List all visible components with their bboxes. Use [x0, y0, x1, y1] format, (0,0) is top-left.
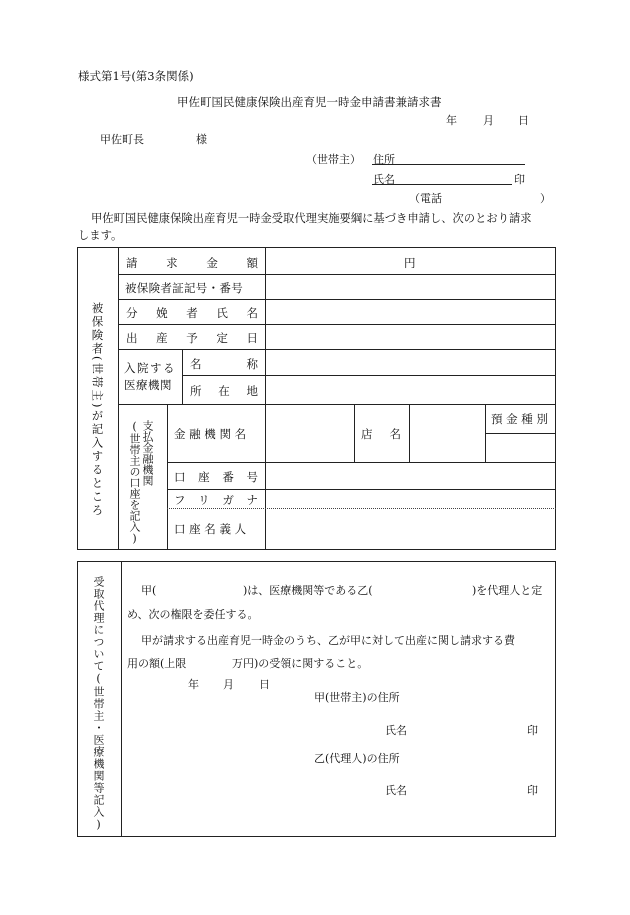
due-date-label: 出 産 予 定 日: [126, 331, 258, 345]
account-holder-field[interactable]: [266, 509, 555, 549]
party-a-name-blank[interactable]: [160, 580, 240, 596]
agency-para2-line1: 甲が請求する出産育児一時金のうち、乙が甲に対して出産に関し請求する費: [141, 634, 515, 647]
account-number-label: 口 座 番 号: [174, 470, 258, 484]
date-year-label: 年: [446, 114, 457, 127]
intro-line-2: します。: [78, 229, 123, 242]
birth-giver-label: 分 娩 者 氏 名: [126, 306, 258, 320]
party-a-address-label: 甲(世帯主)の住所: [314, 691, 400, 704]
birth-giver-field[interactable]: [266, 300, 555, 323]
party-b-seal: 印: [527, 784, 538, 797]
party-a-seal: 印: [527, 724, 538, 737]
hospital-address-label: 所 在 地: [190, 384, 258, 398]
hospital-group-label-2: 医療機関: [124, 378, 172, 392]
hospital-group-label-1: 入院する: [124, 361, 176, 375]
insured-cert-label: 被保険者証記号・番号: [125, 281, 243, 295]
furigana-label: フ リ ガ ナ: [174, 493, 258, 507]
phone-label: （電話: [409, 192, 442, 205]
phone-close: ）: [540, 192, 551, 205]
party-b-address-label: 乙(代理人)の住所: [314, 752, 400, 765]
agency-para1-c: )を代理人と定: [472, 584, 543, 597]
party-b-name-label: 氏名: [385, 784, 407, 797]
address-label: 住所: [373, 153, 395, 166]
institution-label: 金 融 機 関 名: [174, 427, 247, 441]
limit-amount-blank[interactable]: [194, 653, 230, 669]
amount-label: 請 求 金 額: [126, 256, 258, 270]
hospital-name-field[interactable]: [266, 350, 555, 374]
branch-field[interactable]: [410, 405, 484, 461]
agency-date-month: 月: [223, 678, 234, 691]
hospital-group-divider: [182, 349, 183, 404]
intro-line-1: 甲佐町国民健康保険出産育児一時金受取代理実施要綱に基づき申請し、次のとおり請求: [91, 212, 532, 225]
householder-label: （世帯主）: [306, 153, 361, 166]
agency-para2-line2-a: 用の額(上限: [127, 657, 187, 670]
addressee: 甲佐町長: [100, 133, 144, 146]
agency-para2-line2-b: 万円)の受領に関すること。: [232, 657, 369, 670]
bank-group-divider: [167, 404, 168, 550]
party-b-name-blank[interactable]: [386, 580, 468, 596]
bank-group-label: 支払金融機関 (世帯主の口座を記入): [128, 420, 154, 545]
address-line[interactable]: [372, 164, 525, 165]
branch-label: 店 名: [361, 427, 401, 441]
form-title: 甲佐町国民健康保険出産育児一時金申請書兼請求書: [177, 95, 442, 109]
form-number: 様式第1号(第3条関係): [78, 69, 194, 83]
due-date-field[interactable]: [266, 325, 555, 348]
hospital-address-field[interactable]: [266, 376, 555, 403]
name-line[interactable]: [372, 184, 512, 185]
bank-inst-divider: [354, 404, 355, 462]
date-month-label: 月: [483, 114, 494, 127]
name-seal: 印: [514, 173, 525, 186]
hospital-name-label: 名 称: [190, 357, 258, 371]
amount-field[interactable]: [266, 248, 555, 273]
agency-side-label: 受取代理について(世帯主・医療機関等記入): [92, 576, 105, 832]
agency-para1-a: 甲(: [141, 584, 157, 597]
date-day-label: 日: [518, 114, 529, 127]
institution-field[interactable]: [266, 405, 353, 461]
insured-side-label: 被保険者(世帯主)が記入するところ: [90, 302, 105, 518]
side-divider: [118, 247, 119, 550]
furigana-field[interactable]: [266, 490, 555, 507]
addressee-honorific: 様: [196, 133, 207, 146]
account-holder-label: 口 座 名 義 人: [174, 522, 247, 536]
deposit-type-label: 預 金 種 別: [491, 412, 548, 426]
agency-para1-line2: め、次の権限を委任する。: [127, 608, 259, 621]
amount-unit: 円: [404, 256, 416, 270]
agency-date-day: 日: [259, 678, 270, 691]
agency-date-year: 年: [188, 678, 199, 691]
deposit-type-field[interactable]: [486, 434, 555, 461]
party-a-name-label: 氏名: [385, 724, 407, 737]
agency-para1-b: )は、医療機関等である乙(: [243, 584, 373, 597]
insured-cert-field[interactable]: [266, 275, 555, 298]
account-number-field[interactable]: [266, 463, 555, 488]
agency-side-divider: [121, 561, 122, 837]
name-label: 氏名: [373, 173, 395, 186]
